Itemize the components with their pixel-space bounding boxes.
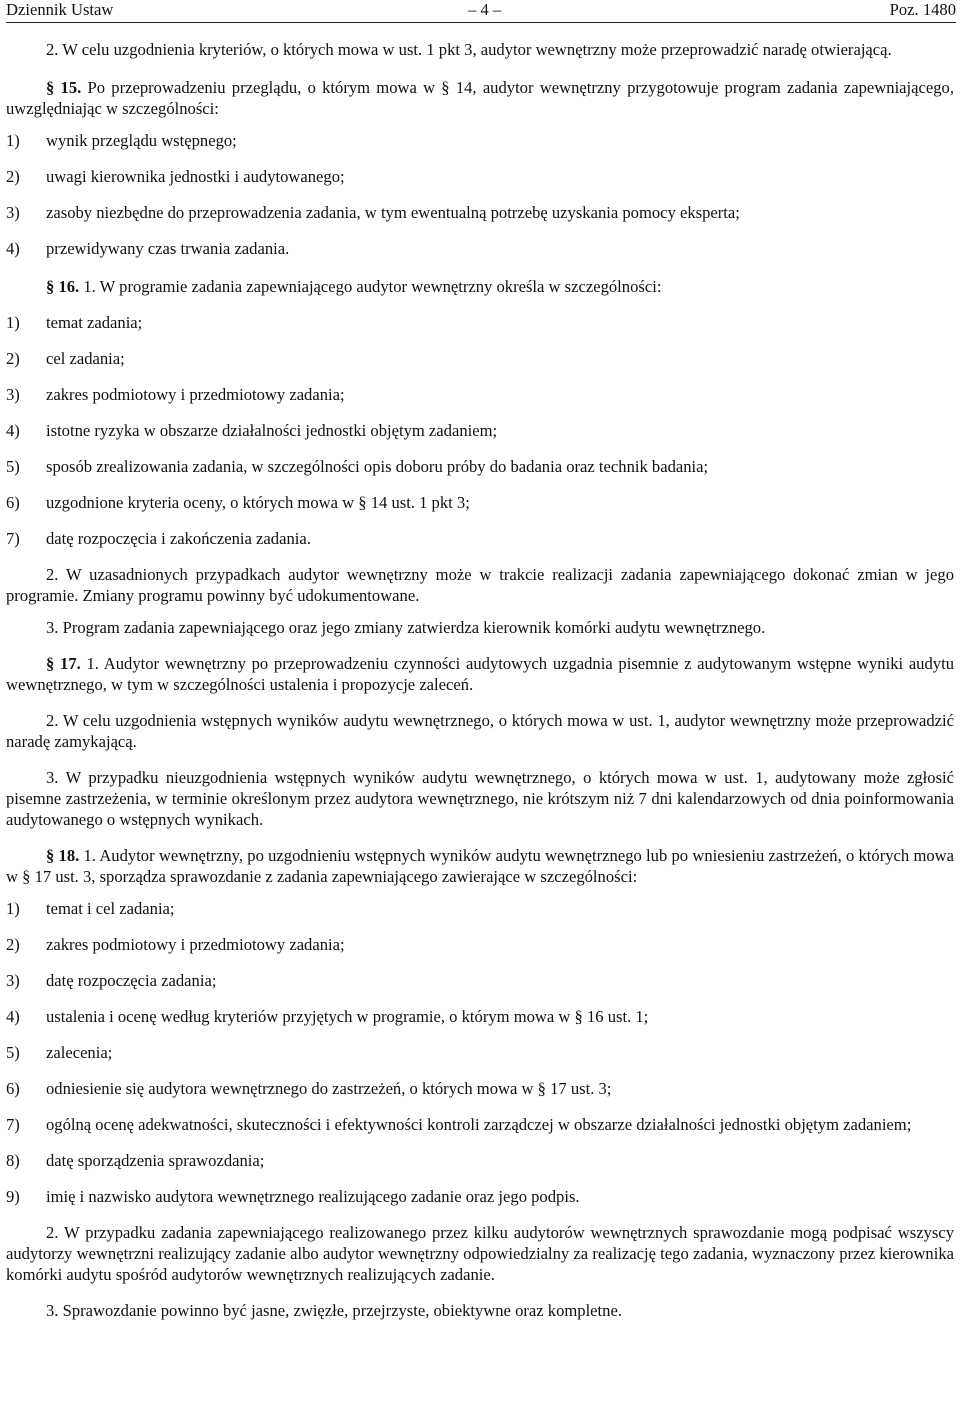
section-16-paragraph-2: 2. W uzasadnionych przypadkach audytor wewnętrzny może w trakcie realizacji zadania zapewniającego dokonać zmian w jego programie. Zmiany programu powinny być udokumentowane.	[6, 565, 954, 605]
list-item	[6, 1186, 954, 1207]
section-18-paragraph-3: 3. Sprawozdanie powinno być jasne, zwięzłe, przejrzyste, obiektywne oraz kompletne.	[46, 1301, 622, 1320]
list-item-number: 7)	[6, 1115, 20, 1134]
list-item-text: datę rozpoczęcia i zakończenia zadania.	[46, 529, 311, 548]
section-18-mark: § 18.	[46, 846, 80, 865]
list-item-text: datę sporządzenia sprawozdania;	[46, 1151, 265, 1170]
list-item	[6, 312, 954, 333]
list-item-number: 7)	[6, 529, 20, 548]
list-item-text: przewidywany czas trwania zadania.	[46, 239, 290, 258]
list-item	[6, 1114, 954, 1135]
list-item-number: 4)	[6, 421, 20, 440]
list-item-number: 3)	[6, 971, 20, 990]
list-item-number: 2)	[6, 349, 20, 368]
list-item-text: zasoby niezbędne do przeprowadzenia zadania, w tym ewentualną potrzebę uzyskania pomocy eksperta;	[46, 203, 740, 222]
section-15-text: Po przeprowadzeniu przeglądu, o którym mowa w § 14, audytor wewnętrzny przygotowuje program zadania zapewniającego, uwzględniając w szczególności:	[6, 78, 954, 118]
list-item-number: 1)	[6, 899, 20, 918]
list-item	[6, 1078, 954, 1099]
list-item-number: 5)	[6, 1043, 20, 1062]
list-item-text: temat i cel zadania;	[46, 899, 175, 918]
position-number: Poz. 1480	[889, 0, 956, 19]
section-18-paragraph-1	[6, 845, 954, 887]
list-item	[6, 202, 954, 223]
list-item-text: zakres podmiotowy i przedmiotowy zadania;	[46, 385, 345, 404]
list-item-number: 5)	[6, 457, 20, 476]
section-16-mark: § 16.	[46, 277, 80, 296]
list-item-number: 4)	[6, 239, 20, 258]
list-item-text: ogólną ocenę adekwatności, skuteczności i efektywności kontroli zarządczej w obszarze działalności jednostki objętym zadaniem;	[46, 1115, 912, 1134]
list-item-text: odniesienie się audytora wewnętrznego do zastrzeżeń, o których mowa w § 17 ust. 3;	[46, 1079, 612, 1098]
section-16-paragraph-3: 3. Program zadania zapewniającego oraz jego zmiany zatwierdza kierownik komórki audytu wewnętrznego.	[46, 618, 766, 637]
paragraph-14-2: 2. W celu uzgodnienia kryteriów, o których mowa w ust. 1 pkt 3, audytor wewnętrzny może przeprowadzić naradę otwierającą.	[46, 40, 892, 59]
list-item	[6, 238, 954, 259]
list-item-number: 6)	[6, 1079, 20, 1098]
list-item-number: 2)	[6, 167, 20, 186]
list-item-text: sposób zrealizowania zadania, w szczególności opis doboru próby do badania oraz technik badania;	[46, 457, 709, 476]
section-17-paragraph-3: 3. W przypadku nieuzgodnienia wstępnych wyników audytu wewnętrznego, o których mowa w ust. 1, audytowany może zgłosić pisemne zastrzeżenia, w terminie określonym przez audytora wewnętrznego, nie krótszym niż 7 dni kalendarzowych od dnia poinformowania audytowanego o wstępnych wynikach.	[6, 768, 954, 829]
list-item	[6, 1006, 954, 1027]
list-item	[6, 456, 954, 477]
page-header	[6, 0, 956, 23]
section-17-text: 1. Audytor wewnętrzny po przeprowadzeniu czynności audytowych uzgadnia pisemnie z audytowanym wstępne wyniki audytu wewnętrznego, w tym w szczególności ustalenia i propozycje zaleceń.	[6, 654, 954, 694]
list-item	[6, 384, 954, 405]
section-18-paragraph-2: 2. W przypadku zadania zapewniającego realizowanego przez kilku audytorów wewnętrznych sprawozdanie mogą podpisać wszyscy audytorzy wewnętrzni realizujący zadanie albo audytor wewnętrzny odpowiedzialny za realizację tego zadania, wyznaczony przez kierownika komórki audytu spośród audytorów wewnętrznych realizujących zadanie.	[6, 1223, 954, 1284]
list-item	[6, 528, 954, 549]
list-item-text: imię i nazwisko audytora wewnętrznego realizującego zadanie oraz jego podpis.	[46, 1187, 580, 1206]
list-item-text: ustalenia i ocenę według kryteriów przyjętych w programie, o którym mowa w § 16 ust. 1;	[46, 1007, 649, 1026]
section-15-mark: § 15.	[46, 78, 82, 97]
list-item	[6, 348, 954, 369]
list-item-text: uwagi kierownika jednostki i audytowanego;	[46, 167, 345, 186]
list-item-text: zakres podmiotowy i przedmiotowy zadania;	[46, 935, 345, 954]
list-item-number: 3)	[6, 385, 20, 404]
list-item	[6, 1150, 954, 1171]
document-body	[6, 39, 954, 1321]
list-item-text: cel zadania;	[46, 349, 125, 368]
list-item-number: 2)	[6, 935, 20, 954]
page-number: – 4 –	[468, 0, 502, 19]
list-item	[6, 492, 954, 513]
journal-title: Dziennik Ustaw	[6, 0, 114, 19]
list-item	[6, 1042, 954, 1063]
list-item	[6, 970, 954, 991]
list-item-text: datę rozpoczęcia zadania;	[46, 971, 217, 990]
list-item-number: 1)	[6, 313, 20, 332]
list-item-number: 1)	[6, 131, 20, 150]
list-item-text: uzgodnione kryteria oceny, o których mowa w § 14 ust. 1 pkt 3;	[46, 493, 470, 512]
section-18-text: 1. Audytor wewnętrzny, po uzgodnieniu wstępnych wyników audytu wewnętrznego lub po wniesieniu zastrzeżeń, o których mowa w § 17 ust. 3, sporządza sprawozdanie z zadania zapewniającego zawierające w szczególności:	[6, 846, 955, 886]
list-item-number: 9)	[6, 1187, 20, 1206]
list-item	[6, 898, 954, 919]
list-item	[6, 934, 954, 955]
list-item-number: 6)	[6, 493, 20, 512]
list-item	[6, 420, 954, 441]
section-15-intro	[6, 77, 954, 119]
section-16-text: 1. W programie zadania zapewniającego audytor wewnętrzny określa w szczególności:	[83, 277, 662, 296]
section-17-paragraph-1	[6, 653, 954, 695]
section-16-intro	[6, 276, 954, 297]
list-item	[6, 130, 954, 151]
list-item-text: wynik przeglądu wstępnego;	[46, 131, 237, 150]
list-item	[6, 166, 954, 187]
section-17-paragraph-2: 2. W celu uzgodnienia wstępnych wyników audytu wewnętrznego, o których mowa w ust. 1, audytor wewnętrzny może przeprowadzić naradę zamykającą.	[6, 711, 954, 751]
list-item-text: istotne ryzyka w obszarze działalności jednostki objętym zadaniem;	[46, 421, 498, 440]
list-item-text: zalecenia;	[46, 1043, 113, 1062]
list-item-text: temat zadania;	[46, 313, 143, 332]
section-17-mark: § 17.	[46, 654, 81, 673]
list-item-number: 8)	[6, 1151, 20, 1170]
list-item-number: 3)	[6, 203, 20, 222]
list-item-number: 4)	[6, 1007, 20, 1026]
